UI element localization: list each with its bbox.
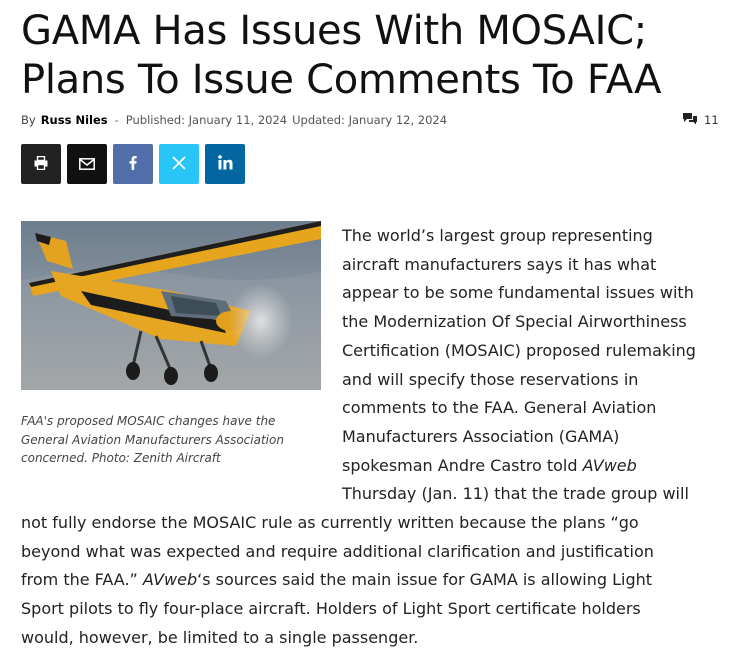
share-bar: [21, 144, 251, 184]
body-line: and will specify those reservations in: [342, 369, 639, 389]
comments-link[interactable]: [682, 111, 719, 129]
print-icon: [34, 155, 48, 174]
airplane-photo-image: [21, 221, 321, 390]
article-title: [21, 7, 721, 105]
article-body-right-column: [342, 222, 696, 509]
print-button[interactable]: [21, 144, 61, 184]
body-line: beyond what was expected and require additional clarification and justification: [21, 541, 654, 561]
title-line-2: Plans To Issue Comments To FAA: [21, 57, 662, 103]
body-line: would, however, be limited to a single passenger.: [21, 627, 419, 647]
body-line: Certification (MOSAIC) proposed rulemaking: [342, 340, 696, 360]
body-line: from the FAA.”: [21, 570, 143, 590]
published-date: Published: January 11, 2024: [125, 113, 288, 127]
facebook-icon: [129, 155, 137, 174]
comment-count: 11: [704, 113, 719, 127]
body-line: Sport pilots to fly four-place aircraft. Holders of Light Sport certificate holders: [21, 599, 641, 619]
linkedin-share-button[interactable]: [205, 144, 245, 184]
comments-icon: [682, 112, 704, 128]
caption-line-1: FAA's proposed MOSAIC changes have the: [21, 414, 276, 428]
meta-separator: -: [114, 113, 119, 127]
twitter-share-button[interactable]: [159, 144, 199, 184]
photo-caption: [21, 412, 321, 468]
body-line: ‘s sources said the main issue for GAMA is allowing Light: [197, 570, 653, 590]
body-line: not fully endorse the MOSAIC rule as currently written because the plans “go: [21, 513, 639, 532]
article-body-full-width: [21, 509, 654, 653]
caption-line-2: General Aviation Manufacturers Association: [21, 432, 284, 447]
body-line: comments to the FAA. General Aviation: [342, 398, 657, 418]
body-line: appear to be some fundamental issues with: [342, 283, 694, 303]
article-photo[interactable]: [21, 221, 321, 390]
email-share-button[interactable]: [67, 144, 107, 184]
article-meta: [21, 111, 716, 129]
title-line-1: GAMA Has Issues With MOSAIC;: [21, 8, 647, 54]
caption-line-3: concerned. Photo: Zenith Aircraft: [21, 451, 221, 465]
body-line: Manufacturers Association (GAMA): [342, 426, 620, 446]
twitter-x-icon: [172, 155, 186, 174]
body-line: spokesman Andre Castro told: [342, 455, 583, 475]
mail-icon: [79, 155, 95, 174]
linkedin-icon: [218, 155, 233, 174]
updated-date: Updated: January 12, 2024: [292, 113, 448, 127]
publication-name: AVweb: [582, 455, 637, 475]
author-link[interactable]: Russ Niles: [40, 113, 108, 127]
by-label: By: [21, 113, 36, 127]
facebook-share-button[interactable]: [113, 144, 153, 184]
body-line: Thursday (Jan. 11) that the trade group will: [342, 484, 689, 504]
publication-name: AVweb: [142, 570, 198, 590]
body-line: the Modernization Of Special Airworthiness: [342, 312, 687, 332]
body-line: aircraft manufacturers says it has what: [342, 254, 657, 274]
body-line: The world’s largest group representing: [342, 226, 653, 245]
